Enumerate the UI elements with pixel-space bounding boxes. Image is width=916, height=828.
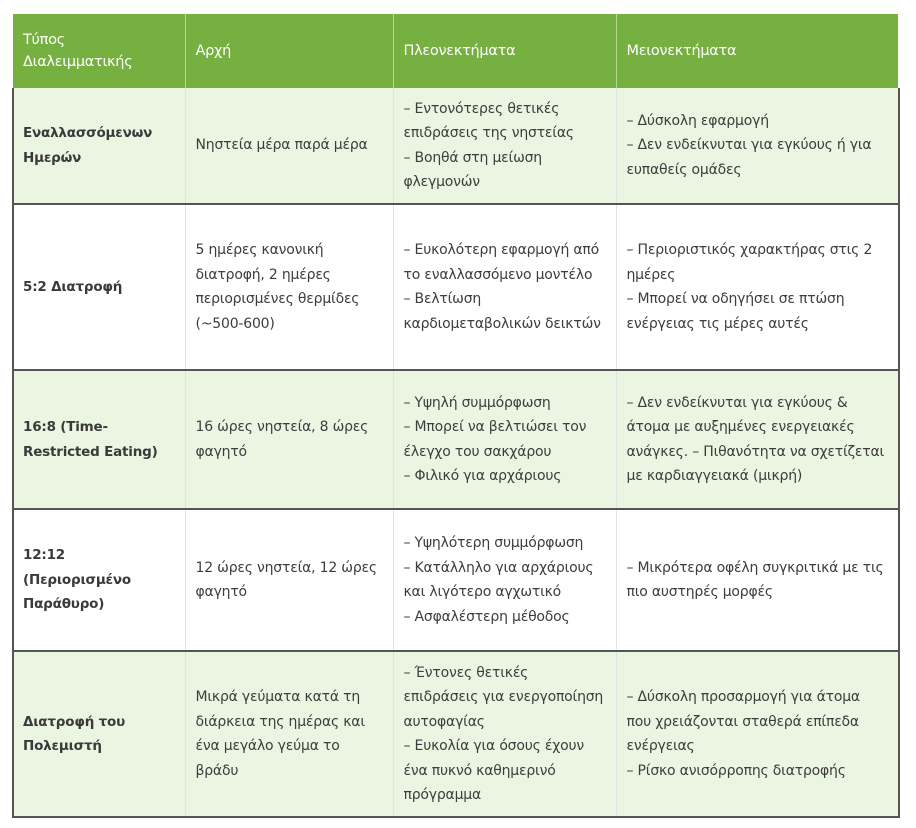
cell-type: 5:2 Διατροφή [23,278,123,295]
cons-item: – Δύσκολη εφαρμογή [626,112,769,129]
cell-type: 16:8 (Time-Restricted Eating) [13,370,185,509]
cell-type: Διατροφή του Πολεμιστή [13,651,185,816]
cons-item: – Δύσκολη προσαρμογή για άτομα που χρειάζονται σταθερά επίπεδα ενέργειας [626,689,860,754]
cell-principle: Μικρά γεύματα κατά τη διάρκεια της ημέρας και ένα μεγάλο γεύμα το βράδυ [185,651,393,816]
cons-item: – Δεν ενδείκνυται για εγκύους ή για ευπαθείς ομάδες [626,137,872,178]
header-principle: Αρχή [185,14,393,88]
pros-item: – Βελτίωση καρδιομεταβολικών δεικτών [403,291,601,332]
header-cons: Μειονεκτήματα [616,14,898,88]
pros-item: – Φιλικό για αρχάριους [403,468,562,484]
cons-item: – Ρίσκο ανισόρροπης διατροφής [626,762,846,779]
cell-principle: 12 ώρες νηστεία, 12 ώρες φαγητό [185,509,393,651]
pros-item: – Ευκολία για όσους έχουν ένα πυκνό καθημερινό πρόγραμμα [403,738,585,803]
table-header [13,14,898,88]
table-row [13,204,898,370]
cell-cons [616,509,898,651]
cell-cons [616,88,898,204]
cell-cons [616,204,898,370]
cons-item: – Μπορεί να οδηγήσει σε πτώση ενέργειας τις μέρες αυτές [626,291,845,332]
pros-item: – Μπορεί να βελτιώσει τον έλεγχο του σακχάρου [403,419,587,460]
cell-pros [393,88,616,204]
header-type: Τύπος Διαλειμματικής [13,14,185,88]
cell-pros [393,370,616,509]
table-row [13,651,898,816]
header-pros: Πλεονεκτήματα [393,14,616,88]
header-row [13,14,898,88]
cons-item: – Δεν ενδείκνυται για εγκύους & άτομα με αυξημένες ενεργειακές ανάγκες. – Πιθανότητα να σχετίζεται με καρδιαγγειακά (μικρή) [626,394,885,484]
pros-item: – Υψηλότερη συμμόρφωση [403,535,584,551]
cell-type: 12:12 (Περιορισμένο Παράθυρο) [23,547,131,613]
cell-cons [616,651,898,816]
cell-pros [393,651,616,816]
cons-item: – Μικρότερα οφέλη συγκριτικά με τις πιο αυστηρές μορφές [626,559,884,600]
table-row [13,370,898,509]
fasting-types-table [13,14,898,816]
pros-item: – Βοηθά στη μείωση φλεγμονών [403,149,542,190]
cell-pros [393,204,616,370]
pros-item: – Ασφαλέστερη μέθοδος [403,608,570,625]
cell-principle: 5 ημέρες κανονική διατροφή, 2 ημέρες περιορισμένες θερμίδες (~500-600) [185,204,393,370]
table-row [13,88,898,204]
cell-type: Εναλλασσόμενων Ημερών [13,88,185,204]
pros-item: – Κατάλληλο για αρχάριους και λιγότερο αγχωτικό [403,559,594,600]
cell-principle: Νηστεία μέρα παρά μέρα [185,88,393,204]
table-row [13,509,898,651]
pros-item: – Εντονότερες θετικές επιδράσεις της νηστείας [403,100,574,141]
cell-pros [393,509,616,651]
pros-item: – Υψηλή συμμόρφωση [403,394,551,411]
cons-item: – Περιοριστικός χαρακτήρας στις 2 ημέρες [626,242,873,283]
cell-cons [616,370,898,509]
pros-item: – Ευκολότερη εφαρμογή από το εναλλασσόμενο μοντέλο [403,242,599,283]
pros-item: – Έντονες θετικές επιδράσεις για ενεργοποίηση αυτοφαγίας [403,664,604,730]
cell-principle: 16 ώρες νηστεία, 8 ώρες φαγητό [185,370,393,509]
